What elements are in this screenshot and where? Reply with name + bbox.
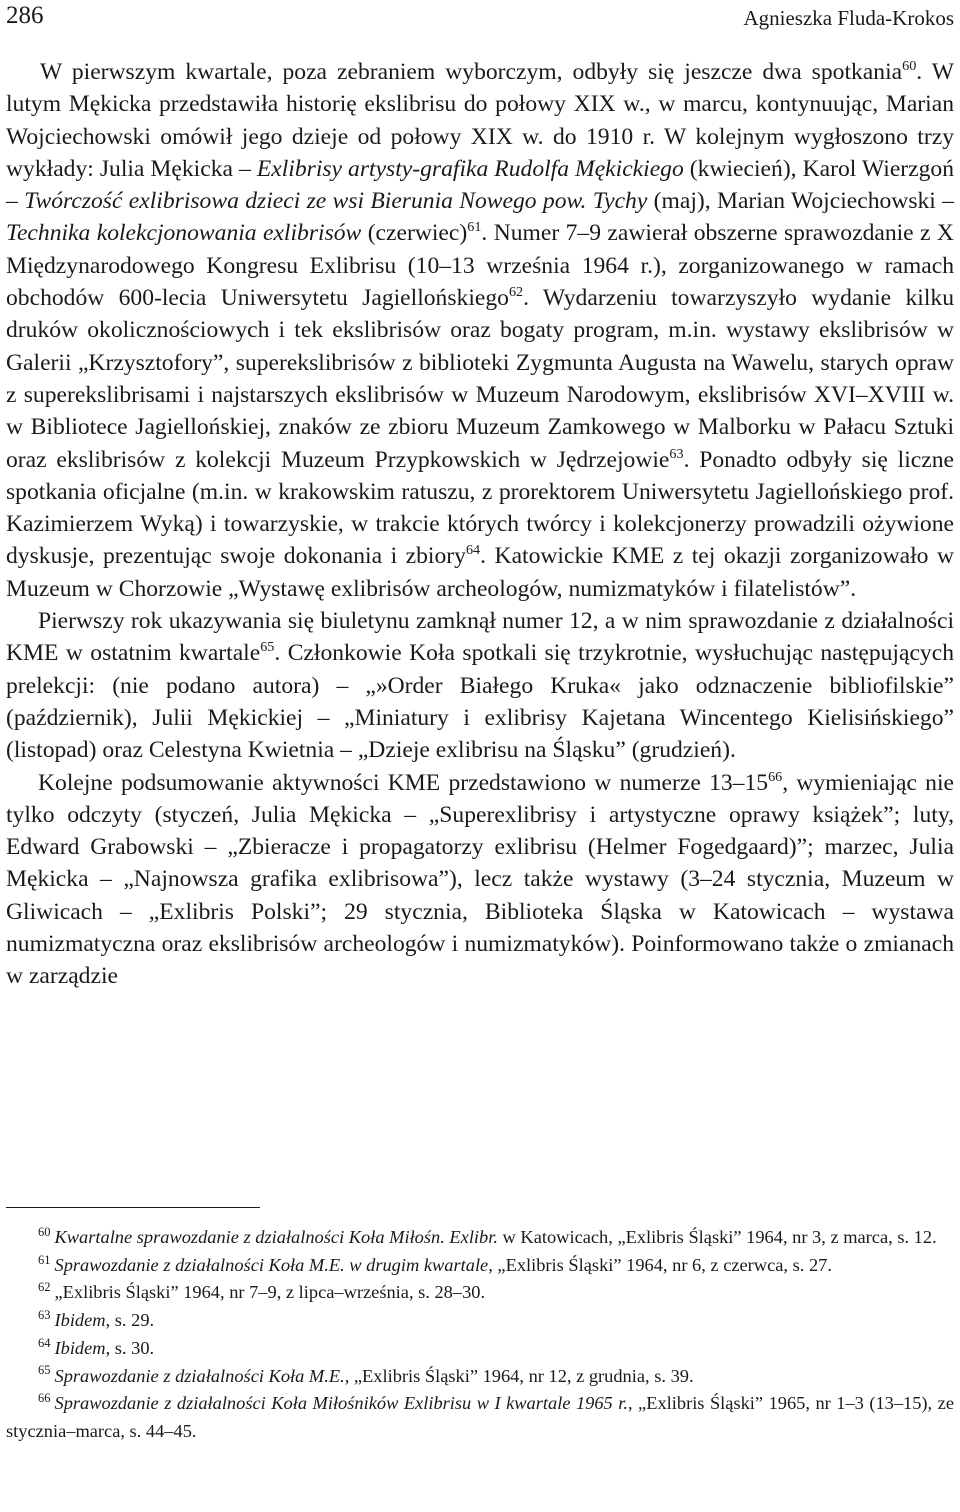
text-run: . Ponadto odbyły się liczne spotkania oficjalne (m.in. w krakowskim ratuszu, z prorektorem Uniwersytetu Jagiellońskiego prof. Kazimierzem Wyką) i towarzyskie, w trakcie których twórcy i kolekcjonerzy prowadzili ożywione dyskusje, prezentując swoje dokonania i zbiory [6, 446, 955, 570]
text-run: W pierwszym kwartale, poza zebraniem wyborczym, odbyły się jeszcze dwa spotkania [40, 59, 903, 85]
text-run: . W lutym Mękicka przedstawiła historię ekslibrisu do połowy XIX w., w marcu, kontynuując, Marian Wojciechowski omówił jego dzieje od połowy XIX w. do 1910 r. W kolejnym wygłoszono trzy wykłady: Julia Mękicka – [6, 59, 955, 182]
page-header [6, 2, 954, 38]
paragraph-1 [6, 56, 954, 605]
text-run: , wymieniając nie tylko odczyty (styczeń, Julia Mękicka – „Superexlibrisy i artystyczne oprawy książek”; luty, Edward Grabowski – „Zbieracze i propagatorzy exlibrisu (Helmer Fogedgaard)”; marzec, Julia Mękicka – „Najnowsza grafika exlibrisowa”), lecz także wystawy (3–24 stycznia, Muzeum w Gliwicach – „Exlibris Polski”; 29 stycznia, Biblioteka Śląska w Katowicach – wystawa numizmatyczna oraz ekslibrisów archeologów i numizmatyków). Poinformowano także o zmianach w zarządzie [6, 769, 954, 990]
paragraph-2 [6, 605, 954, 766]
footnote-number: 64 [38, 1335, 51, 1350]
footnote-number: 65 [38, 1363, 51, 1378]
footnote-text: w Katowicach, „Exlibris Śląski” 1964, nr 3, z marca, s. 12. [497, 1227, 937, 1247]
text-run: . Wydarzeniu towarzyszyło wydanie kilku druków okolicznościowych i tek ekslibrisów oraz bogaty program, m.in. wystawy ekslibrisów w Galerii „Krzysztofory”, superekslibrisów z biblioteki Zygmunta Augusta na Wawelu, starych opraw z superekslibrisami i najstarszych ekslibrisów w Muzeum Narodowym, ekslibrisów XVI–XVIII w. w Bibliotece Jagiellońskiej, znaków ze zbioru Muzeum Zamkowego w Malborku w Pałacu Sztuki oraz ekslibrisów z kolekcji Muzeum Przypkowskich w Jędrzejowie [6, 285, 954, 473]
footnote-text: , „Exlibris Śląski” 1965, nr 1–3 (13–15), ze stycznia–marca, s. 44–45. [6, 1393, 954, 1441]
text-run: . Członkowie Koła spotkali się trzykrotnie, wysłuchując następujących prelekcji: (nie podano autora) – „»Order Białego Kruka« jako odznaczenie bibliofilskie” (październik), Julii Mękickiej – „Miniatury i exlibrisy Kajetana Wincentego Kielisińskiego” (listopad) oraz Celestyna Kwietnia – „Dzieje exlibrisu na Śląsku” (grudzień). [6, 640, 954, 764]
lecture-title: Exlibrisy artysty-grafika Rudolfa Mękickiego [256, 155, 684, 182]
text-run: . Numer 7–9 zawierał obszerne sprawozdanie z X Międzynarodowego Kongresu Exlibrisu (10–13 września 1964 r.), zorganizowanego w ramach obchodów 600-lecia Uniwersytetu Jagiellońskiego [6, 220, 954, 312]
body-text [6, 56, 954, 993]
footnote-text: , „Exlibris Śląski” 1964, nr 12, z grudnia, s. 39. [344, 1365, 694, 1386]
footnote-separator [6, 1207, 260, 1208]
footnote-number: 63 [38, 1307, 51, 1322]
footnote-ref-65[interactable]: 65 [260, 639, 275, 656]
footnote-italic: Ibidem [54, 1310, 106, 1331]
footnote-ref-61[interactable]: 61 [467, 219, 482, 236]
running-head-author: Agnieszka Fluda-Krokos [743, 6, 954, 30]
footnote-65 [6, 1363, 954, 1391]
footnote-italic: Ibidem [54, 1337, 106, 1358]
footnote-number: 60 [38, 1224, 51, 1239]
footnote-text: „Exlibris Śląski” 1964, nr 7–9, z lipca–września, s. 28–30. [54, 1282, 486, 1303]
text-run: (maj), Marian Wojciechowski – [647, 188, 954, 215]
footnote-italic: Sprawozdanie z działalności Koła Miłośników Exlibrisu w I kwartale 1965 r. [54, 1393, 628, 1414]
footnote-ref-60[interactable]: 60 [902, 58, 917, 75]
footnote-number: 62 [38, 1280, 51, 1295]
footnote-64 [6, 1335, 954, 1363]
lecture-title: Twórczość exlibrisowa dzieci ze wsi Bierunia Nowego pow. Tychy [24, 188, 648, 215]
footnote-number: 61 [38, 1252, 51, 1267]
text-run: Kolejne podsumowanie aktywności KME przedstawiono w numerze 13–15 [38, 769, 769, 796]
footnote-ref-64[interactable]: 64 [465, 542, 481, 559]
footnote-63 [6, 1307, 954, 1335]
text-run: . Katowickie KME z tej okazji zorganizowało w Muzeum w Chorzowie „Wystawę exlibrisów archeologów, numizmatyków i filatelistów”. [6, 543, 955, 602]
text-run: (kwiecień), Karol Wierzgoń – [6, 155, 955, 215]
footnote-66 [6, 1390, 954, 1445]
footnote-60 [6, 1224, 954, 1252]
footnote-italic: Kwartalne sprawozdanie z działalności Koła Miłośn. Exlibr. [54, 1227, 498, 1247]
footnote-62 [6, 1279, 954, 1307]
footnote-italic: Sprawozdanie z działalności Koła M.E. [54, 1365, 345, 1386]
footnote-ref-63[interactable]: 63 [669, 445, 684, 462]
footnote-text: , s. 29. [105, 1310, 155, 1331]
footnote-number: 66 [38, 1391, 51, 1406]
text-run: (czerwiec) [361, 220, 468, 247]
footnote-italic: Sprawozdanie z działalności Koła M.E. w drugim kwartale [54, 1254, 489, 1275]
page-number: 286 [6, 2, 44, 29]
footnotes [6, 1224, 954, 1446]
footnote-ref-66[interactable]: 66 [768, 768, 783, 785]
lecture-title: Technika kolekcjonowania exlibrisów [6, 220, 362, 247]
footnote-text: , s. 30. [105, 1337, 155, 1358]
paragraph-3 [6, 767, 954, 993]
footnote-ref-62[interactable]: 62 [508, 284, 524, 301]
footnote-text: , „Exlibris Śląski” 1964, nr 6, z czerwca, s. 27. [488, 1254, 832, 1275]
footnote-61 [6, 1252, 954, 1280]
text-run: Pierwszy rok ukazywania się biuletynu zamknął numer 12, a w nim sprawozdanie z działalności KME w ostatnim kwartale [6, 608, 954, 667]
